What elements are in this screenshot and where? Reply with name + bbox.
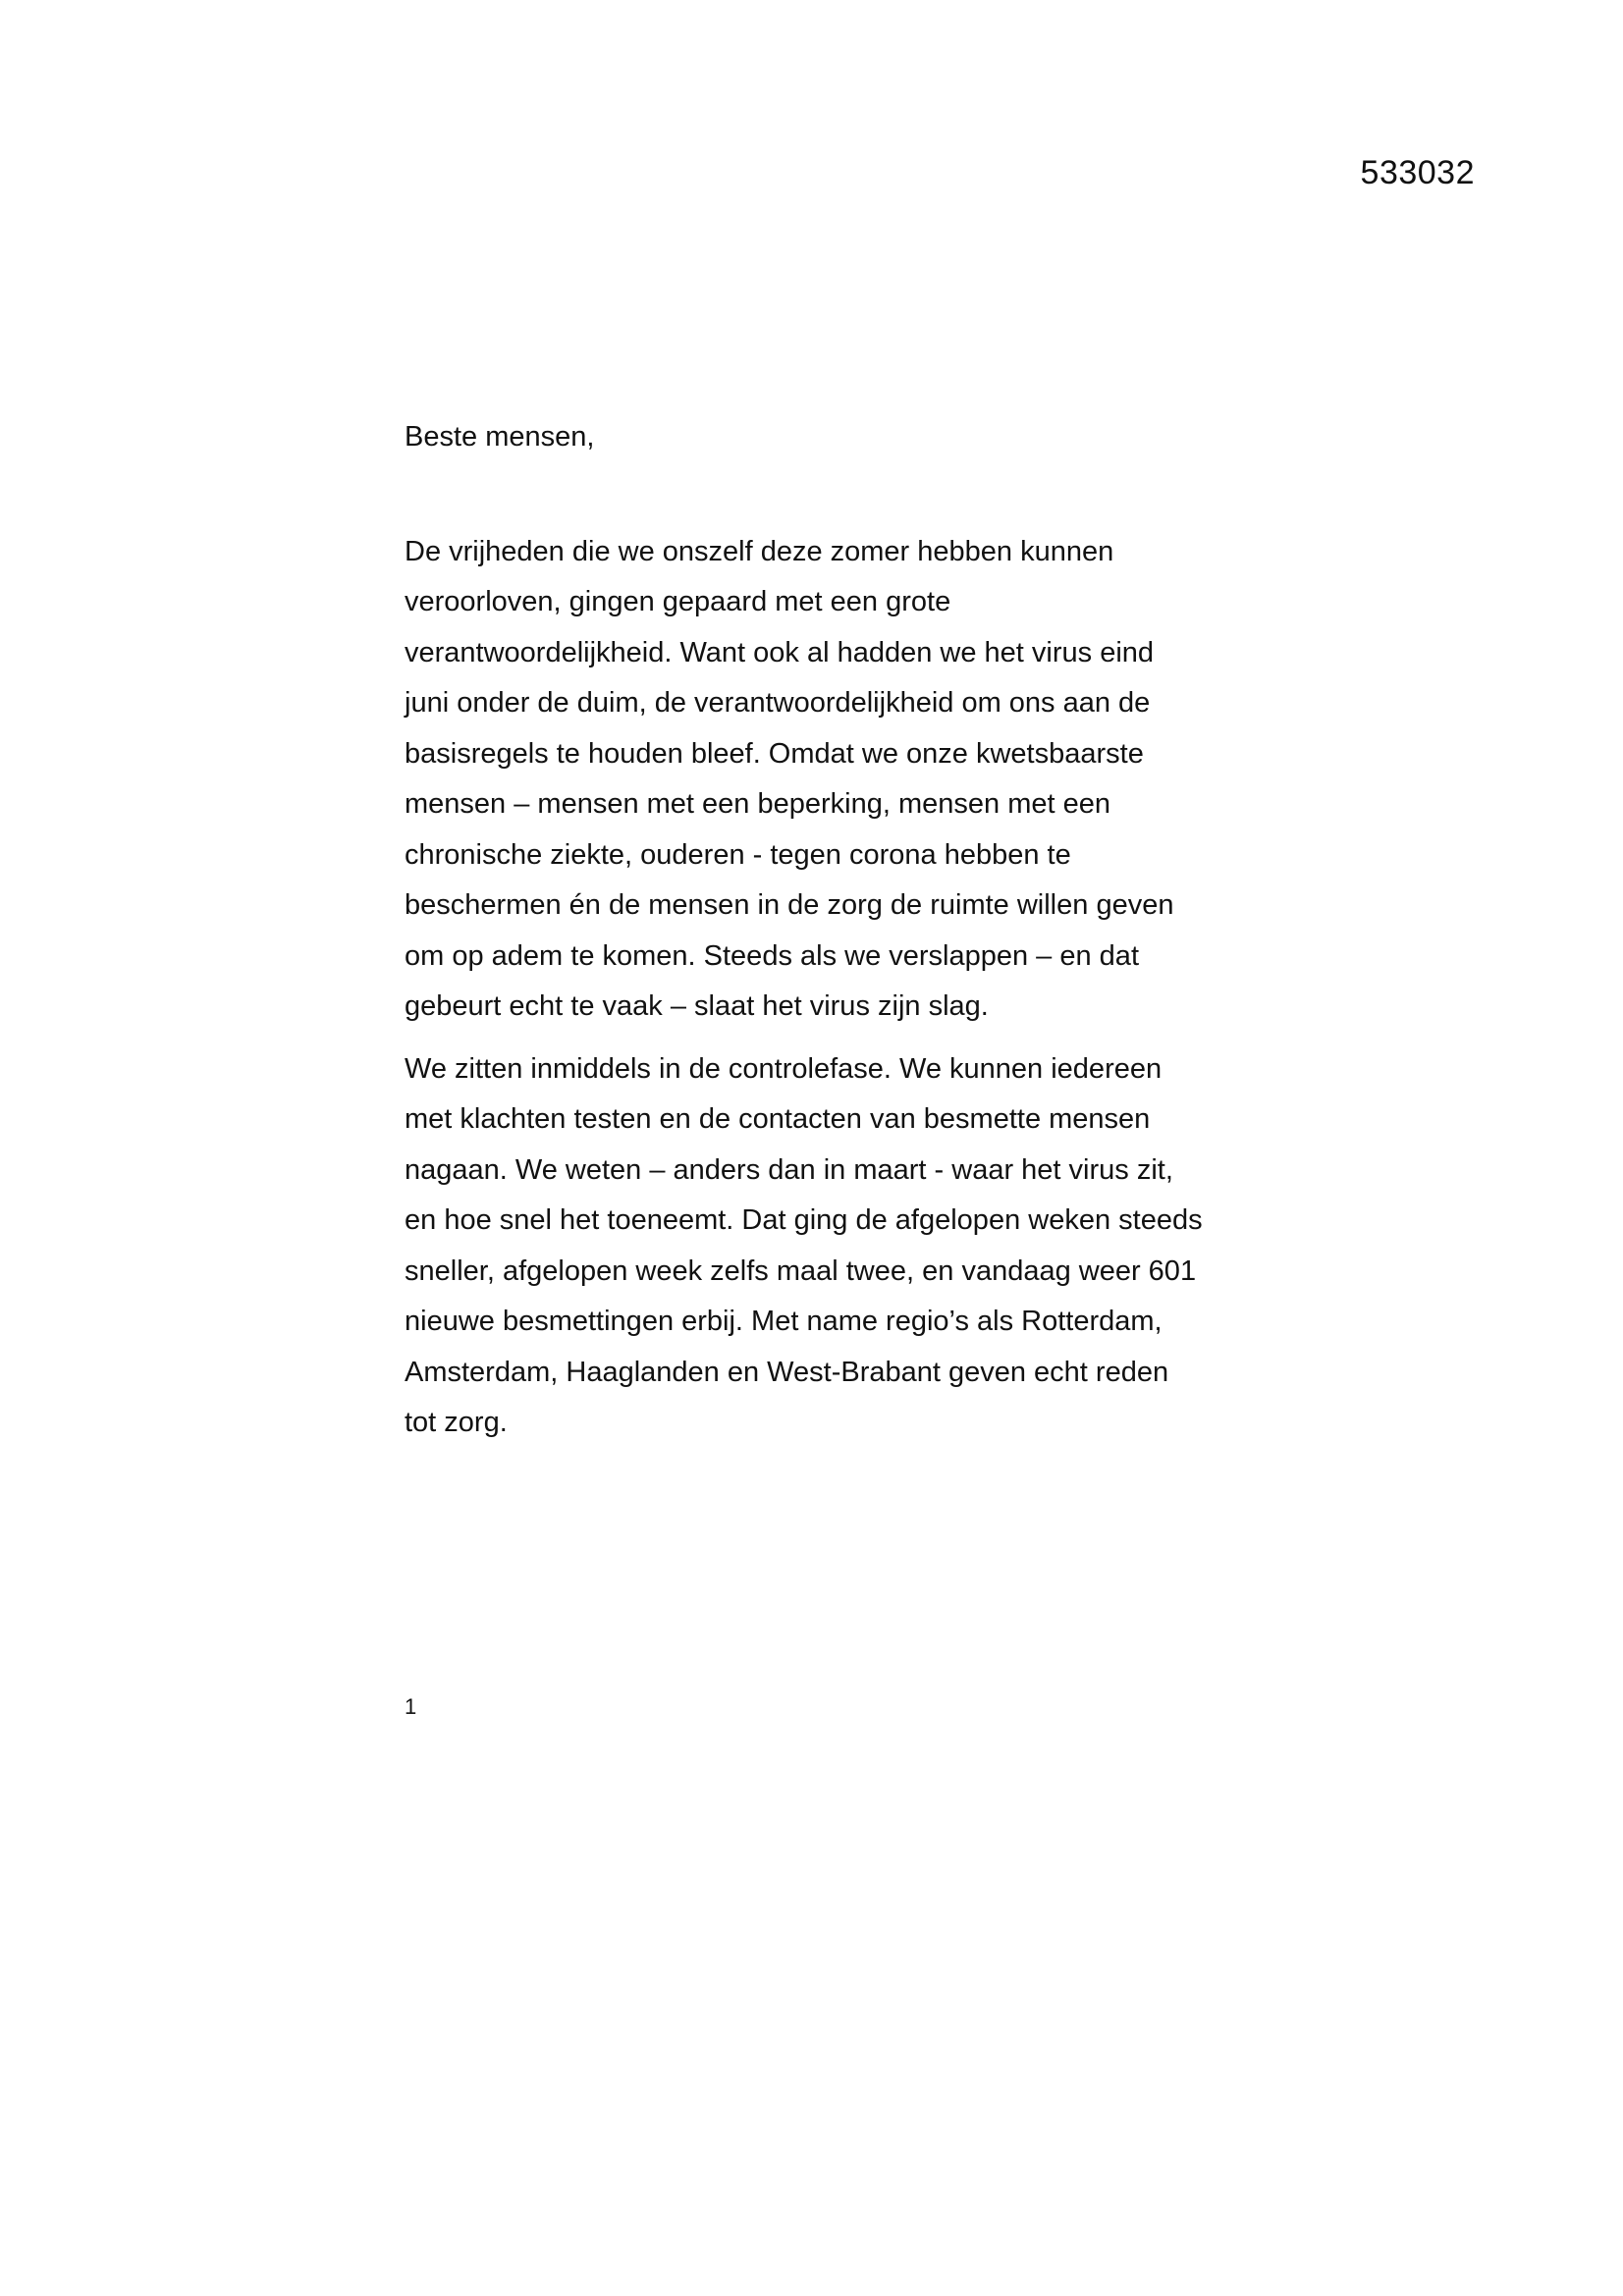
paragraph-line: om op adem te komen. Steeds als we verslappen – en dat: [405, 939, 1139, 972]
paragraph-line: chronische ziekte, ouderen - tegen corona hebben te: [405, 838, 1071, 871]
paragraph-line: mensen – mensen met een beperking, mensen met een: [405, 788, 1110, 820]
paragraph-line: verantwoordelijkheid. Want ook al hadden we het virus eind: [405, 636, 1155, 668]
paragraph-1: [405, 527, 1239, 1033]
paragraph-line: nieuwe besmettingen erbij. Met name regio’s als Rotterdam,: [405, 1306, 1163, 1337]
paragraph-line: Amsterdam, Haaglanden en West-Brabant geven echt reden: [405, 1356, 1169, 1388]
paragraph-line: gebeurt echt te vaak – slaat het virus zijn slag.: [405, 990, 989, 1022]
paragraph-line: sneller, afgelopen week zelfs maal twee, en vandaag weer 601: [405, 1255, 1197, 1287]
paragraph-line: veroorloven, gingen gepaard met een grote: [405, 586, 951, 617]
paragraph-line: We zitten inmiddels in de controlefase. We kunnen iedereen: [405, 1052, 1163, 1085]
document-number: 533032: [1360, 154, 1475, 191]
paragraph-line: met klachten testen en de contacten van besmette mensen: [405, 1103, 1151, 1135]
paragraph-line: nagaan. We weten – anders dan in maart - waar het virus zit,: [405, 1153, 1173, 1186]
paragraph-line: juni onder de duim, de verantwoordelijkheid om ons aan de: [405, 687, 1151, 719]
paragraph-line: tot zorg.: [405, 1407, 508, 1438]
paragraph-line: basisregels te houden bleef. Omdat we onze kwetsbaarste: [405, 737, 1144, 770]
letter-body: [405, 412, 1239, 1449]
page-number: 1: [405, 1694, 417, 1719]
salutation: Beste mensen,: [405, 421, 595, 453]
paragraph-line: en hoe snel het toeneemt. Dat ging de afgelopen weken steeds: [405, 1204, 1203, 1236]
paragraph-line: beschermen én de mensen in de zorg de ruimte willen geven: [405, 889, 1174, 921]
paragraph-line: De vrijheden die we onszelf deze zomer hebben kunnen: [405, 535, 1114, 567]
paragraph-2: [405, 1044, 1239, 1449]
